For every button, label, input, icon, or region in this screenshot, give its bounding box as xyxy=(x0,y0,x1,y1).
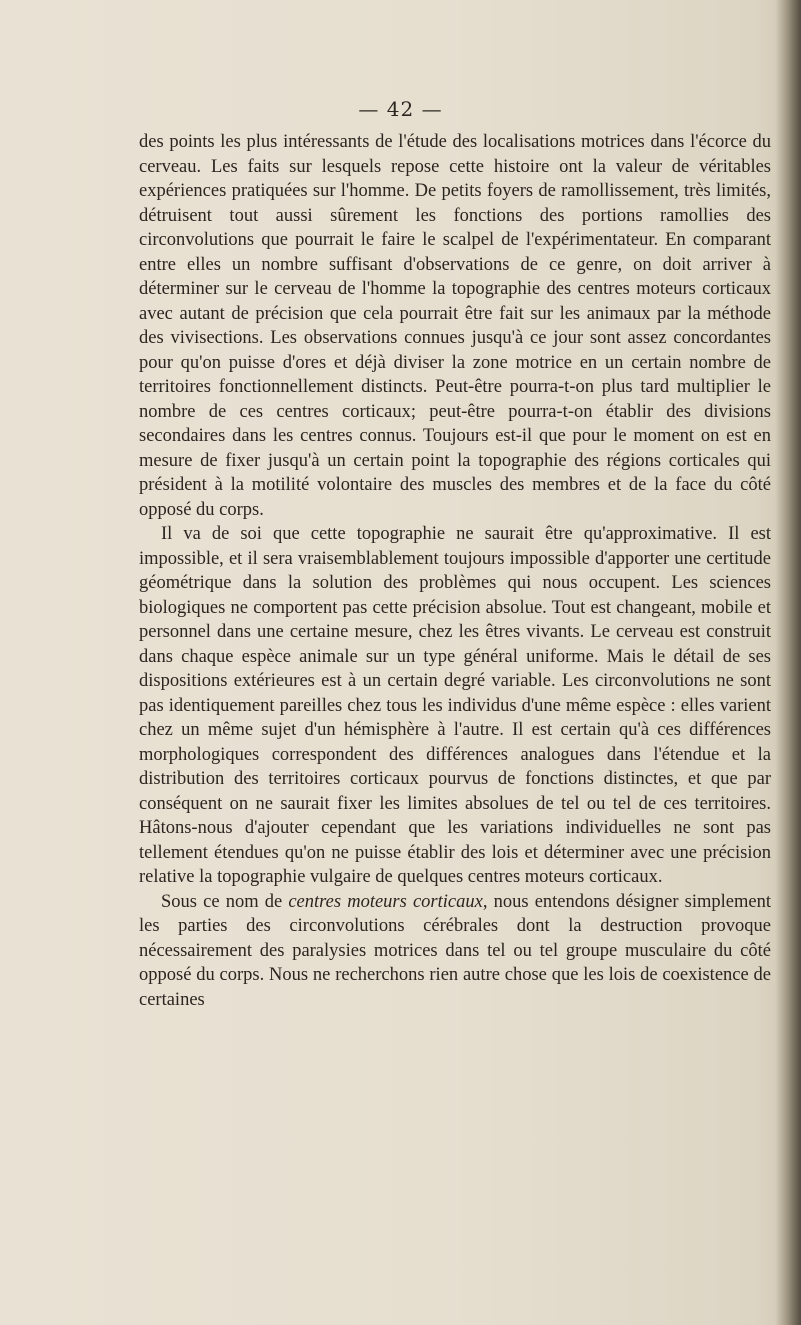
paragraph-2: Il va de soi que cette topographie ne saurait être qu'approximative. Il est impossible, et il sera vraisemblablement toujours impossible d'apporter une certitude géométrique dans la solution des problèmes qui nous occupent. Les sciences biologiques ne comportent pas cette précision absolue. Tout est changeant, mobile et personnel dans une certaine mesure, chez les êtres vivants. Le cerveau est construit dans chaque espèce animale sur un type général uniforme. Mais le détail de ses dispositions extérieures est à un certain degré variable. Les circonvolutions ne sont pas identiquement pareilles chez tous les individus d'une même espèce : elles varient chez un même sujet d'un hémisphère à l'autre. Il est certain qu'à ces différences morphologiques correspondent des différences analogues dans l'étendue et la distribution des territoires corticaux pourvus de fonctions distinctes, et que par conséquent on ne saurait fixer les limites absolues de tel ou tel de ces territoires. Hâtons-nous d'ajouter cependant que les variations individuelles ne sont pas tellement étendues qu'on ne puisse établir des lois et déterminer avec une précision relative la topographie vulgaire de quelques centres moteurs corticaux. xyxy=(139,524,771,887)
paragraph-3-lead: Sous ce nom de xyxy=(161,891,289,912)
paragraph-3-rest: , nous entendons désigner simplement les parties des circonvolutions cérébrales dont la destruction provoque nécessairement des paralysies motrices dans tel ou tel groupe musculaire du côté opposé du corps. Nous ne recherchons rien autre chose que les lois de coexistence de certaines xyxy=(139,891,771,1010)
page-number: — 42 — xyxy=(358,97,443,121)
page-edge-shadow xyxy=(775,0,801,1325)
paragraph-3 xyxy=(139,890,771,1013)
paragraph-1: des points les plus intéressants de l'étude des localisations motrices dans l'écorce du cerveau. Les faits sur lesquels repose cette histoire ont la valeur de véritables expériences pratiquées sur l'homme. De petits foyers de ramollissement, très limités, détruisent tout aussi sûrement les fonctions des portions ramollies des circonvolutions que pourrait le faire le scalpel de l'expérimentateur. En comparant entre elles un nombre suffisant d'observations de ce genre, on doit arriver à déterminer sur le cerveau de l'homme la topographie des centres moteurs corticaux avec autant de précision que cela pourrait être fait sur les animaux par la méthode des vivisections. Les observations connues jusqu'à ce jour sont assez concordantes pour qu'on puisse d'ores et déjà diviser la zone motrice en un certain nombre de territoires fonctionnellement distincts. Peut-être pourra-t-on plus tard multiplier le nombre de ces centres corticaux; peut-être pourra-t-on établir des divisions secondaires dans les centres connus. Toujours est-il que pour le moment on est en mesure de fixer jusqu'à un certain point la topographie des régions corticales qui président à la motilité volontaire des muscles des membres et de la face du côté opposé du corps. xyxy=(139,132,771,520)
paragraph-3-italic-term: centres moteurs corticaux xyxy=(288,891,483,912)
body-text xyxy=(139,130,771,1012)
